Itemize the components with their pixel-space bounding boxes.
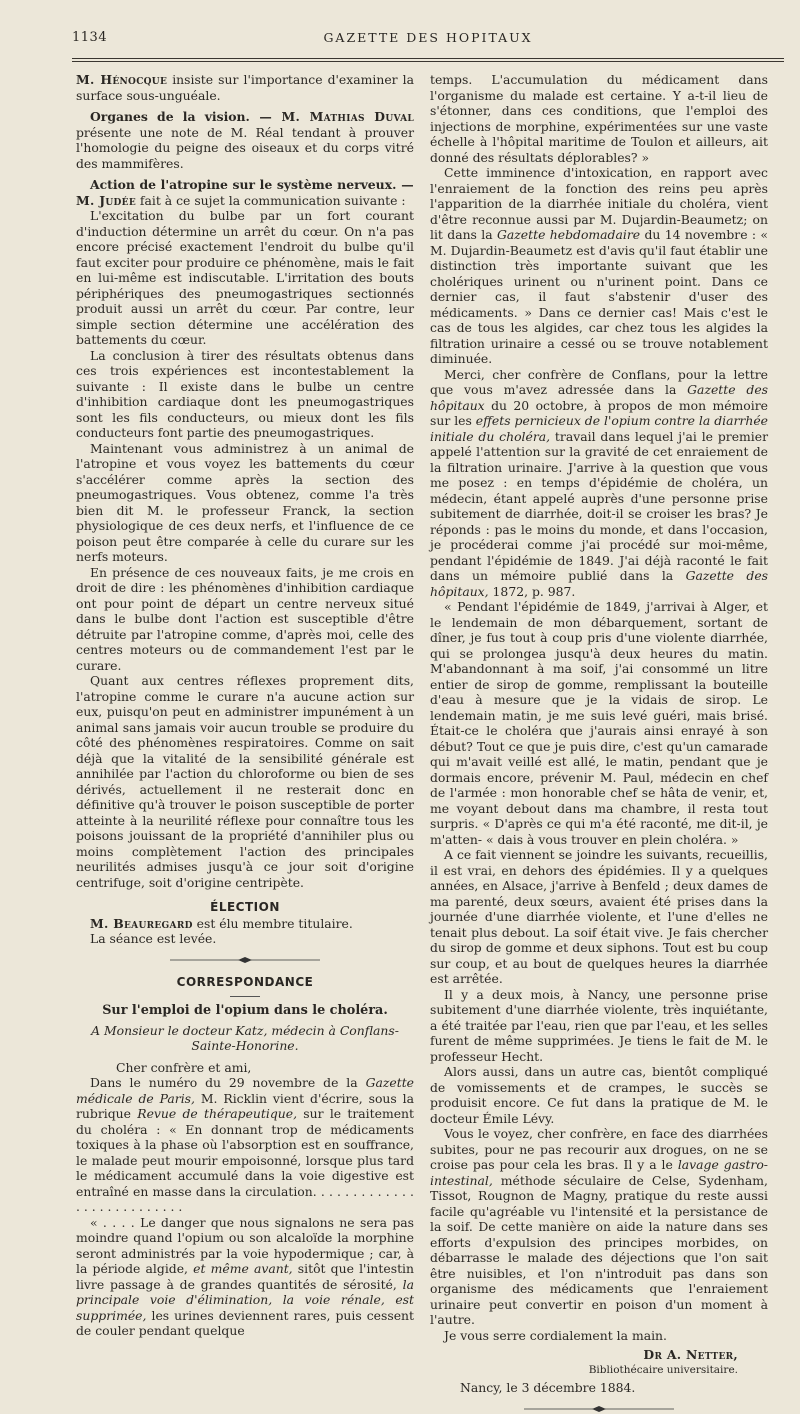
left-column	[76, 72, 415, 1338]
paragraph	[76, 109, 414, 171]
paragraph-text: insiste sur l'importance d'examiner la surface sous-unguéale.	[76, 72, 414, 103]
paragraph: A ce fait viennent se joindre les suivants, recueillis, il est vrai, en dehors des épidémies. Il y a quelques années, en Alsace, j'arrive à Benfeld ; deux dames de ma parenté, deux sœurs, avaient été prises dans la journée d'une diarrhée violente, et l'une d'elles ne tenait plus debout. La soif était vive. Je fais chercher du sirop de gomme et deux siphons. Tout est bu coup sur coup, et au bout de quelques heures la diarrhée est arrêtée.	[430, 847, 768, 986]
paragraph-text: du 20 octobre, à propos de mon mémoire sur les	[430, 397, 768, 428]
journal-title: Gazette médicale de Paris,	[76, 1075, 414, 1106]
topic-heading: Organes de la vision.	[90, 109, 250, 124]
speaker-name: — M. Judée	[76, 177, 414, 208]
correspondence-heading: CORRESPONDANCE	[176, 974, 314, 989]
signature-text: Dr A. Netter,	[643, 1347, 738, 1362]
paragraph-text: Merci, cher confrère de Conflans, pour la lettre que vous m'avez adressée dans la	[430, 366, 768, 397]
method-name: lavage gastro-intestinal,	[430, 1157, 768, 1188]
speaker-name: M. Hénocque	[76, 72, 168, 87]
header-rule-bottom	[72, 61, 784, 62]
paragraph-text: sitôt que l'intestin livre passage à de grandes quantités de sérosité,	[76, 1261, 414, 1292]
paragraph: L'excitation du bulbe par un fort courant d'induction détermine un arrêt du cœur. On n'a pas encore précisé exactement l'endroit du bulbe qu'il faut exciter pour produire ce phénomène, mais le fait en lui-même est indiscutable. L'irritation des bouts périphériques des pneumogastriques sectionnés produit aussi un arrêt du cœur. Par contre, leur simple section détermine une accélération des battements du cœur.	[76, 208, 414, 347]
place-date: Nancy, le 3 décembre 1884.	[460, 1380, 636, 1395]
paragraph	[430, 1126, 768, 1328]
paragraph: « Pendant l'épidémie de 1849, j'arrivai à Alger, et le lendemain de mon débarquement, sortant de dîner, je fus tout à coup pris d'une violente diarrhée, qui se prolongea jusqu'à deux heures du matin. M'abandonnant à ma soif, j'ai consommé un litre entier de sirop de gomme, remplissant la bouteille d'eau à mesure que je la vidais de sirop. Le lendemain matin, je me suis levé guéri, mais brisé. Était-ce le choléra que j'aurais ainsi enrayé à son début? Tout ce que je puis dire, c'est qu'un camarade qui m'avait veillé est allé, le matin, pendant que je dormais encore, prévenir M. Paul, médecin en chef de l'armée : mon honorable chef se hâta de venir, et, me voyant debout dans ma chambre, il resta tout surpris. « D'après ce qui m'a été raconté, me dit-il, je m'atten- « dais à vous trouver en plein choléra. »	[430, 599, 768, 847]
paragraph-text: présente une note de M. Réal tendant à prouver l'homologie du peigne des oiseaux et du corps vitré des mammifères.	[76, 124, 414, 171]
paragraph: temps. L'accumulation du médicament dans l'organisme du malade est certaine. Y a-t-il lieu de s'étonner, dans ces conditions, que l'emploi des injections de morphine, expérimentées sur une vaste échelle à l'hôpital maritime de Toulon et ailleurs, ait donné des résultats déplorables? »	[430, 72, 768, 165]
paragraph-text: du 14 novembre : « M. Dujardin-Beaumetz est d'avis qu'il faut établir une distinction très importante suivant que les cholériques urinent ou n'urinent point. Dans ce dernier cas, il faut s'abstenir d'user des médicaments. » Dans ce dernier cas! Mais c'est le cas de tous les algides, car chez tous les algides la filtration urinaire a cessé ou se trouve notablement diminuée.	[430, 227, 769, 366]
paragraph	[76, 1075, 414, 1215]
paragraph-text: M. Ricklin vient d'écrire, sous la rubrique	[76, 1090, 415, 1121]
paragraph-text: fait à ce sujet la communication suivante :	[135, 192, 406, 208]
paragraph	[430, 165, 768, 367]
paragraph	[76, 916, 414, 932]
article-title: Sur l'emploi de l'opium dans le choléra.	[102, 1003, 388, 1018]
page-number: 1134	[72, 30, 108, 45]
salutation: Cher confrère et ami,	[116, 1059, 252, 1075]
member-name: M. Beauregard	[90, 915, 193, 931]
addressee: A Monsieur le docteur Katz, médecin à Conflans-Sainte-Honorine.	[91, 1022, 399, 1053]
journal-title: Gazette des hôpitaux,	[430, 568, 769, 599]
paragraph	[76, 72, 414, 103]
rubric-title: Revue de thérapeutique,	[137, 1106, 298, 1121]
paragraph-text: les urines deviennent rares, puis cessent de couler pendant quelque	[76, 1307, 414, 1338]
paragraph-text: « . . . . Le danger que nous signalons ne sera pas moindre quand l'opium ou son alcaloïde la morphine seront administrés par la voie hypodermique ; car, à la période algide,	[76, 1214, 414, 1276]
emphasis: la principale voie d'élimination, la voie rénale, est supprimée,	[76, 1276, 414, 1323]
paragraph: La conclusion à tirer des résultats obtenus dans ces trois expériences est incontestablement la suivante : Il existe dans le bulbe un centre d'inhibition cardiaque dont les pneumogastriques sont les fils conducteurs, ou mieux dont les fils conducteurs font partie des pneumogastriques.	[76, 347, 414, 440]
paragraph: La séance est levée.	[90, 931, 217, 946]
paragraph-text: Dans le numéro du 29 novembre de la	[90, 1075, 366, 1090]
signature-title: Bibliothécaire universitaire.	[588, 1363, 738, 1376]
ornament-divider	[76, 955, 414, 965]
emphasis: et même avant,	[193, 1261, 293, 1276]
paragraph-text: Cette imminence d'intoxication, en rapport avec l'enraiement de la fonction des reins peu après l'apparition de la diarrhée initiale du choléra, vient d'être reconnue aussi par M. Dujardin-Beaumetz; on lit dans la	[430, 165, 768, 242]
page-header	[72, 30, 784, 52]
journal-title: Gazette hebdomadaire	[496, 227, 641, 242]
paragraph: Quant aux centres réflexes proprement dits, l'atropine comme le curare n'a aucune action sur eux, puisqu'on peut en administrer impunément à un animal sans jamais voir aucun trouble se produire du côté des phénomènes respiratoires. Comme on sait déjà que la vitalité de la sensibilité générale est annihilée par l'action du chloroforme ou bien de ses dérivés, actuellement il ne resterait donc en définitive qu'à trouver le poison susceptible de porter atteinte à la neurilité réflexe pour connaître tous les poisons jouissant de la propriété d'annihiler plus ou moins complètement l'action des principales neurilités admises jusqu'à ce jour soit d'origine centrifuge, soit d'origine centripète.	[76, 673, 414, 890]
paragraph-text: méthode séculaire de Celse, Sydenham, Tissot, Rougnon de Magny, pratique du reste aussi facile qu'agréable vu l'intensité et la persistance de la soif. De cette manière on aide la nature dans ses efforts d'expulsion des principes morbides, on débarrasse le malade des déjections que l'on sait être nuisibles, et l'on n'introduit pas dans son organisme des médicaments que l'enraiement urinaire peut convertir en poison d'un moment à l'autre.	[430, 1172, 768, 1327]
running-title: GAZETTE DES HOPITAUX	[323, 30, 533, 45]
paragraph: Je vous serre cordialement la main.	[444, 1327, 667, 1343]
paragraph-text: travail dans lequel j'ai le premier appelé l'attention sur la gravité de cet enraiement de la filtration urinaire. J'arrive à la question que vous me posez : en temps d'épidémie de choléra, un médecin, étant appelé auprès d'une personne prise subitement de diarrhée, doit-il se croiser les bras? Je réponds : pas le moins du monde, et dans l'occasion, je procéderai comme j'ai procédé sur moi-même, pendant l'épidémie de 1849. J'ai déjà raconté le fait dans un mémoire publié dans la	[430, 428, 768, 583]
right-column	[430, 72, 769, 1395]
topic-heading: Action de l'atropine sur le système nerveux.	[90, 177, 397, 192]
paragraph	[76, 1215, 414, 1339]
short-rule	[230, 996, 260, 997]
paragraph	[76, 177, 414, 208]
election-heading: ÉLECTION	[210, 900, 280, 914]
paragraph: Maintenant vous administrez à un animal de l'atropine et vous voyez les battements du cœur s'accélérer comme après la section des pneumogastriques. Vous obtenez, comme l'a très bien dit M. le professeur Franck, la section physiologique de ces deux nerfs, et l'influence de ce poison peut être comparée à celle du curare sur les nerfs moteurs.	[76, 440, 414, 564]
paragraph-text: Vous le voyez, cher confrère, en face des diarrhées subites, pour ne pas recourir aux drogues, on ne se croise pas pour cela les bras. Il y a le	[430, 1126, 768, 1172]
signature-name	[430, 1347, 768, 1363]
paragraph: Il y a deux mois, à Nancy, une personne prise subitement d'une diarrhée violente, très inquiétante, a été traitée par l'eau, rien que par l'eau, et les selles furent de même supprimées. Je tiens le fait de M. le professeur Hecht.	[430, 986, 768, 1064]
header-rule-top	[72, 58, 784, 59]
journal-title: Gazette des hôpitaux	[430, 382, 769, 413]
paragraph-text: 1872, p. 987.	[488, 583, 576, 599]
paragraph-text: sur le traitement du choléra : « En donnant trop de médicaments toxiques à la phase où l'absorption est en souffrance, le malade peut mourir empoisonné, lorsque plus tard le médicament accumulé dans la voie digestive est entraîné en masse dans la circulation. . . . . . . . . . . . . . . . . . . . . . . . . . .	[76, 1106, 415, 1214]
paragraph: En présence de ces nouveaux faits, je me crois en droit de dire : les phénomènes d'inhibition cardiaque ont pour point de départ un centre nerveux situé dans le bulbe dont l'action est susceptible d'être détruite par l'atropine comme, d'après moi, celle des centres moteurs ou de commandement l'est par le curare.	[76, 564, 414, 673]
speaker-name: — M. Mathias Duval	[249, 109, 414, 124]
memoir-title: effets pernicieux de l'opium contre la diarrhée initiale du choléra,	[430, 413, 768, 444]
paragraph: Alors aussi, dans un autre cas, bientôt compliqué de vomissements et de crampes, le succès se produisit encore. Ce fut dans la pratique de M. le docteur Émile Lévy.	[430, 1064, 768, 1126]
ornament-divider	[430, 1404, 768, 1414]
paragraph	[430, 367, 768, 600]
paragraph-text: est élu membre titulaire.	[192, 915, 353, 931]
